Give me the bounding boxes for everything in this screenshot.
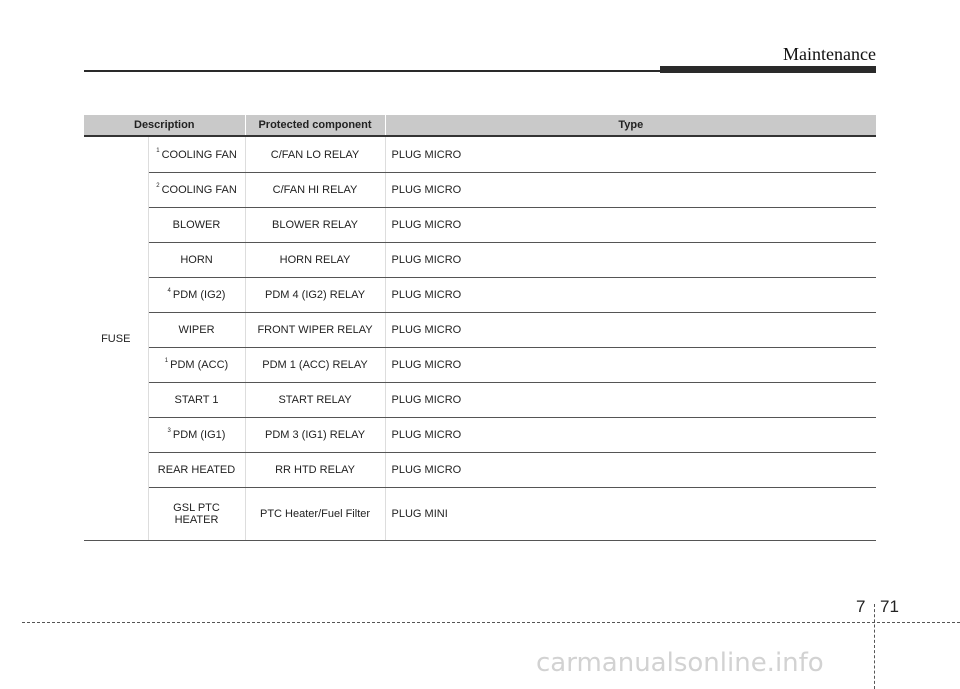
table-row bbox=[84, 208, 876, 243]
table-row bbox=[84, 383, 876, 418]
description-cell: $^4$ PDM (IG2) bbox=[148, 278, 245, 313]
table-row bbox=[84, 243, 876, 278]
component-cell: FRONT WIPER RELAY bbox=[245, 313, 385, 348]
footnote-marker: 1 bbox=[156, 147, 160, 154]
type-cell: PLUG MINI bbox=[385, 488, 876, 541]
type-cell: PLUG MICRO bbox=[385, 208, 876, 243]
component-cell: HORN RELAY bbox=[245, 243, 385, 278]
table-row bbox=[84, 313, 876, 348]
footnote-marker: 4 bbox=[167, 288, 171, 294]
component-cell: START RELAY bbox=[245, 383, 385, 418]
component-cell: BLOWER RELAY bbox=[245, 208, 385, 243]
footnote-marker: 1 bbox=[164, 358, 169, 364]
table-row bbox=[84, 136, 876, 173]
type-cell: PLUG MICRO bbox=[385, 243, 876, 278]
table-row bbox=[84, 418, 876, 453]
description-cell: HORN bbox=[148, 243, 245, 278]
type-cell: PLUG MICRO bbox=[385, 136, 876, 173]
description-cell: $^2$ COOLING FAN bbox=[148, 173, 245, 208]
footer-dashed-divider bbox=[874, 604, 875, 689]
component-cell: PDM 1 (ACC) RELAY bbox=[245, 348, 385, 383]
category-cell: FUSE bbox=[84, 136, 148, 541]
table-row bbox=[84, 488, 876, 541]
type-cell: PLUG MICRO bbox=[385, 383, 876, 418]
type-cell: PLUG MICRO bbox=[385, 453, 876, 488]
column-header-description: Description bbox=[84, 115, 245, 136]
watermark: carmanualsonline.info bbox=[536, 648, 824, 678]
fuse-table bbox=[84, 115, 876, 541]
type-cell: PLUG MICRO bbox=[385, 418, 876, 453]
type-cell: PLUG MICRO bbox=[385, 313, 876, 348]
type-cell: PLUG MICRO bbox=[385, 173, 876, 208]
footnote-marker: 2 bbox=[156, 183, 160, 189]
column-header-type: Type bbox=[385, 115, 876, 136]
description-cell: $^1$ PDM (ACC) bbox=[148, 348, 245, 383]
column-header-protected-component: Protected component bbox=[245, 115, 385, 136]
type-cell: PLUG MICRO bbox=[385, 278, 876, 313]
chapter-number: 7 bbox=[856, 597, 866, 616]
component-cell: PDM 4 (IG2) RELAY bbox=[245, 278, 385, 313]
description-cell: GSL PTC HEATER bbox=[148, 488, 245, 541]
header-rule-accent bbox=[660, 66, 876, 73]
component-cell: PTC Heater/Fuel Filter bbox=[245, 488, 385, 541]
table-row bbox=[84, 348, 876, 383]
section-title: Maintenance bbox=[783, 44, 876, 64]
component-cell: C/FAN HI RELAY bbox=[245, 173, 385, 208]
table-row bbox=[84, 173, 876, 208]
description-cell: START 1 bbox=[148, 383, 245, 418]
description-cell: REAR HEATED bbox=[148, 453, 245, 488]
description-cell: WIPER bbox=[148, 313, 245, 348]
description-cell: $^1$ COOLING FAN bbox=[148, 136, 245, 173]
footnote-marker: 3 bbox=[167, 428, 171, 434]
description-cell: $^3$ PDM (IG1) bbox=[148, 418, 245, 453]
type-cell: PLUG MICRO bbox=[385, 348, 876, 383]
description-cell: BLOWER bbox=[148, 208, 245, 243]
table-row bbox=[84, 453, 876, 488]
component-cell: C/FAN LO RELAY bbox=[245, 136, 385, 173]
table-row bbox=[84, 278, 876, 313]
component-cell: PDM 3 (IG1) RELAY bbox=[245, 418, 385, 453]
table-header-row bbox=[84, 115, 876, 136]
page-number: 71 bbox=[880, 597, 899, 616]
header-rule bbox=[84, 70, 660, 72]
footer-dashed-rule bbox=[22, 622, 960, 623]
component-cell: RR HTD RELAY bbox=[245, 453, 385, 488]
